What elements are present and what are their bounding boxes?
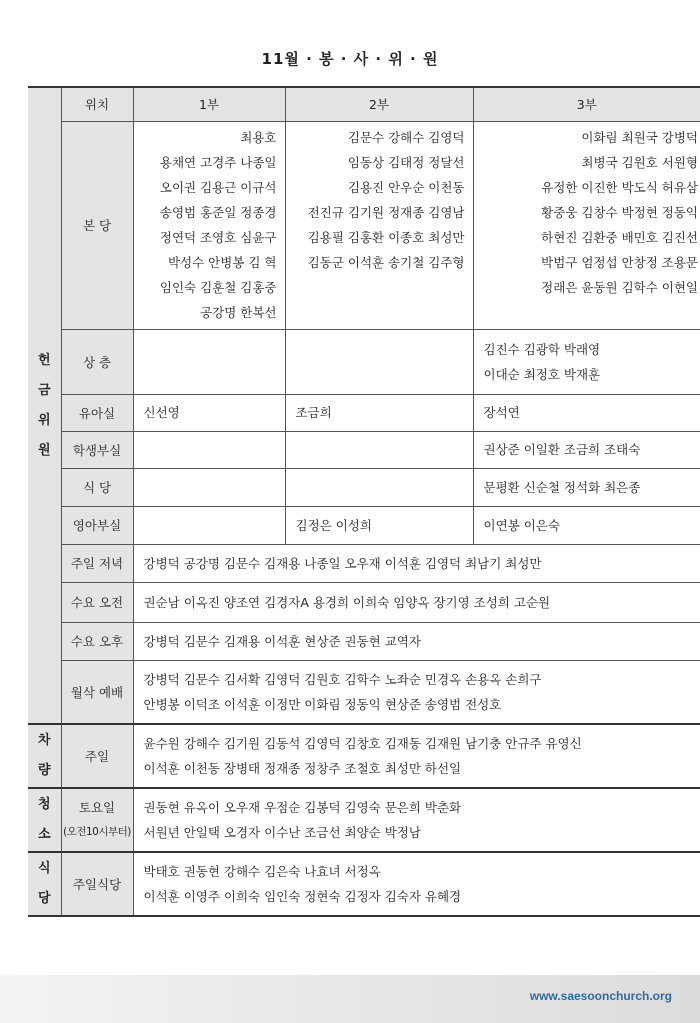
bondang-col1: 최용호 용채연 고경주 나종일 오이권 김용근 이규석 송영범 홍준일 정종경 정연덕 조영호 심윤구 박성수 안병봉 김 혁 임인숙 김훈철 김홍중 공강명 한복선 xyxy=(133,121,285,329)
sangcheung-col1 xyxy=(133,329,285,394)
row-meal xyxy=(28,852,700,916)
sangcheung-col2 xyxy=(285,329,473,394)
yeonga-col3: 이연봉 이은숙 xyxy=(473,506,700,544)
row-label: 상 층 xyxy=(61,329,133,394)
row-monthly xyxy=(28,660,700,724)
row-haksaeng xyxy=(28,431,700,468)
sangcheung-col3: 김진수 김광학 박래영 이대순 최정호 박재훈 xyxy=(473,329,700,394)
row-label: 주일 xyxy=(61,724,133,788)
website-link[interactable]: www.saesoonchurch.org xyxy=(529,989,672,1003)
row-label: 학생부실 xyxy=(61,431,133,468)
car-names: 윤수원 강해수 김기원 김동석 김영덕 김창호 김재동 김재원 남기충 안규주 유영신 이석훈 이천동 장병태 정재종 정창주 조철호 최성만 하선일 xyxy=(133,724,700,788)
sikdang-col3: 문평환 신순철 정석화 최은종 xyxy=(473,468,700,506)
group-hungeum: 헌 금 위 원 xyxy=(28,87,61,724)
row-label: 월삭 예배 xyxy=(61,660,133,724)
header-row xyxy=(28,87,700,121)
row-sikdang xyxy=(28,468,700,506)
row-yeonga xyxy=(28,506,700,544)
row-label: 영아부실 xyxy=(61,506,133,544)
header-col2: 2부 xyxy=(285,87,473,121)
group-cheongso: 청 소 xyxy=(28,788,61,852)
header-position: 위치 xyxy=(61,87,133,121)
row-label: 식 당 xyxy=(61,468,133,506)
clean-label: 토요일 (오전10시부터) xyxy=(61,788,133,852)
row-wed-pm xyxy=(28,622,700,660)
row-sunday-evening xyxy=(28,544,700,582)
row-label: 주일식당 xyxy=(61,852,133,916)
meal-names: 박태호 권동현 강해수 김은숙 나효녀 서정옥 이석훈 이영주 이희숙 임인숙 정현숙 김정자 김숙자 유혜경 xyxy=(133,852,700,916)
row-bondang xyxy=(28,121,700,329)
wed-pm-names: 강병덕 김문수 김재용 이석훈 현상준 권동현 교역자 xyxy=(133,622,700,660)
row-label: 본 당 xyxy=(61,121,133,329)
yuasil-col1: 신선영 xyxy=(133,394,285,431)
row-wed-am xyxy=(28,582,700,622)
row-clean xyxy=(28,788,700,852)
footer-bar xyxy=(0,975,700,1023)
header-col1: 1부 xyxy=(133,87,285,121)
monthly-names: 강병덕 김문수 김서확 김영덕 김원호 김학수 노좌순 민경옥 손용옥 손희구 안병봉 이덕조 이석훈 이정만 이화림 정동익 현상준 송영범 전성호 xyxy=(133,660,700,724)
bondang-col2: 김문수 강해수 김영덕 임동상 김태정 정달선 김용진 안우순 이천동 전진규 김기원 정재종 김영남 김용필 김홍환 이종호 최성만 김동군 이석훈 송기철 김주형 xyxy=(285,121,473,329)
page-title: 11월 · 봉 · 사 · 위 · 원 xyxy=(261,50,439,68)
row-label: 수요 오후 xyxy=(61,622,133,660)
clean-names: 권동현 유옥이 오우재 우점순 김봉덕 김영숙 문은희 박춘화 서원년 안일택 오경자 이수난 조금선 최양순 박정남 xyxy=(133,788,700,852)
row-label: 주일 저녁 xyxy=(61,544,133,582)
row-label: 수요 오전 xyxy=(61,582,133,622)
row-car xyxy=(28,724,700,788)
group-charyang: 차 량 xyxy=(28,724,61,788)
bondang-col3: 이화림 최원국 강병덕 최병국 김원호 서원형 유정한 이진한 박도식 허유삼 황중웅 김창수 박정현 정동익 하현진 김환중 배민호 김진선 박범구 엄정섭 안창정 조용문 정래은 윤동원 김학수 이현일 xyxy=(473,121,700,329)
yuasil-col3: 장석연 xyxy=(473,394,700,431)
group-sikdang: 식 당 xyxy=(28,852,61,916)
row-label: 유아실 xyxy=(61,394,133,431)
header-col3: 3부 xyxy=(473,87,700,121)
row-yuasil xyxy=(28,394,700,431)
volunteer-table xyxy=(28,86,700,917)
wed-am-names: 권순남 이옥진 양조연 김경자A 용경희 이희숙 임양옥 장기영 조성희 고순원 xyxy=(133,582,700,622)
yeonga-col2: 김정은 이성희 xyxy=(285,506,473,544)
sunday-evening-names: 강병덕 공강명 김문수 김재용 나종일 오우재 이석훈 김영덕 최남기 최성만 xyxy=(133,544,700,582)
row-sangcheung xyxy=(28,329,700,394)
yuasil-col2: 조금희 xyxy=(285,394,473,431)
haksaeng-col3: 권상준 이일환 조금희 조태숙 xyxy=(473,431,700,468)
